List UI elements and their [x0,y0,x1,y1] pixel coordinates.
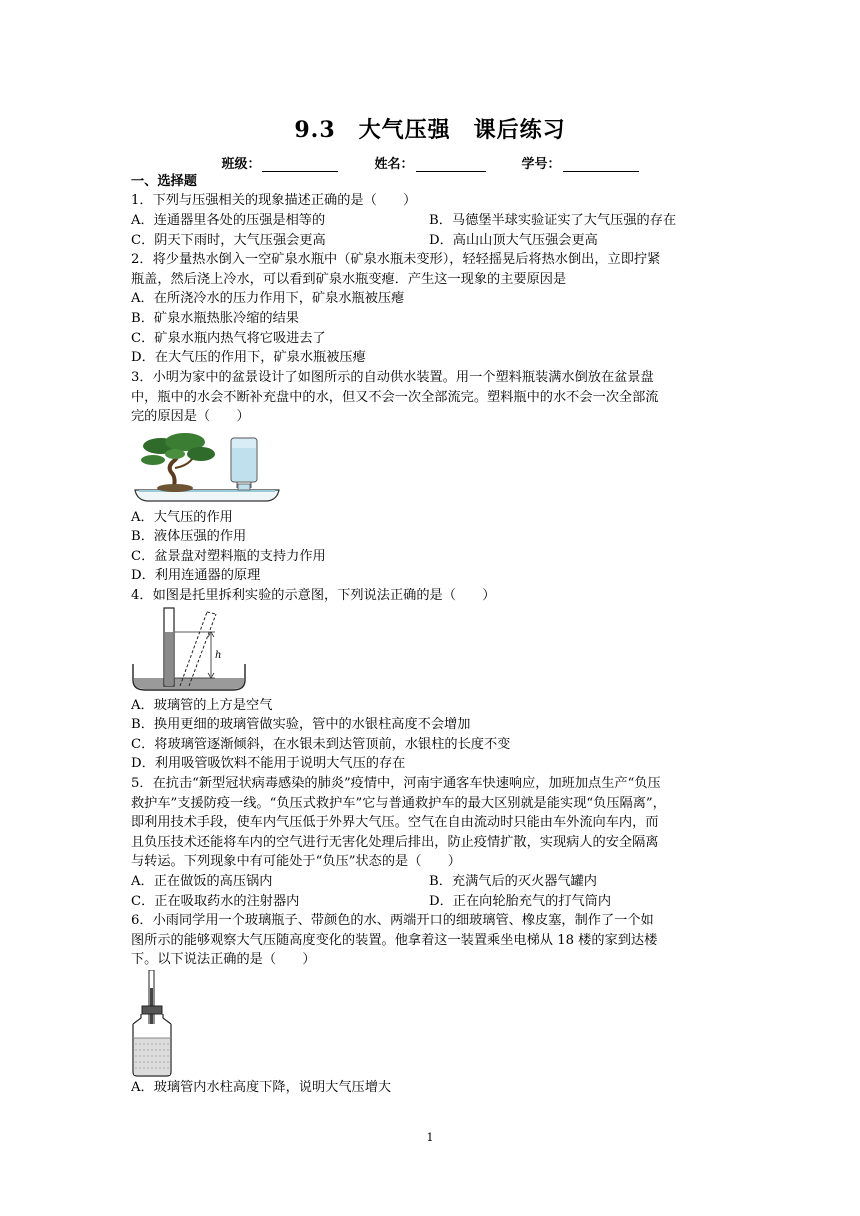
q4-option-d: D．利用吸管吸饮料不能用于说明大气压的存在 [131,756,406,771]
q2-option-d: D．在大气压的作用下，矿泉水瓶被压瘪 [131,350,366,365]
number-blank[interactable] [563,157,639,172]
page-number: 1 [426,1131,434,1144]
q1-option-b: B．马德堡半球实验证实了大气压强的存在 [429,213,677,228]
bonsai-water-supply-figure [131,428,283,504]
torricelli-experiment-figure [131,606,247,694]
number-label: 学号： [521,157,561,172]
height-label: h [215,650,222,661]
name-field [374,153,485,172]
q1-option-a: A．连通器里各处的压强是相等的 [131,213,326,228]
q5-stem-line2: 救护车”支援防疫一线。“负压式救护车”它与普通救护车的最大区别就是能实现“负压隔离”， [131,796,666,811]
q1-stem: 1．下列与压强相关的现象描述正确的是（ ） [131,193,417,208]
q4-stem: 4．如图是托里拆利实验的示意图，下列说法正确的是（ ） [131,588,496,603]
q5-stem-line3: 即利用技术手段，使车内气压低于外界大气压。空气在自由流动时只能由车外流向车内，而 [131,815,659,830]
q6-option-a: A．玻璃管内水柱高度下降，说明大气压增大 [131,1080,392,1095]
q2-option-a: A．在所浇冷水的压力作用下，矿泉水瓶被压瘪 [131,291,405,306]
class-blank[interactable] [262,157,338,172]
q5-option-a: A．正在做饭的高压锅内 [131,874,273,889]
name-blank[interactable] [416,157,486,172]
q5-stem-line5: 与转运。下列现象中有可能处于“负压”状态的是（ ） [131,854,461,869]
q5-option-b: B．充满气后的灭火器气罐内 [429,874,597,889]
q3-stem-line2: 中，瓶中的水会不断补充盘中的水，但又不会一次全部流完。塑料瓶中的水不会一次全部流 [131,390,659,405]
q5-stem-line4: 且负压技术还能将车内的空气进行无害化处理后排出，防止疫情扩散，实现病人的安全隔离 [131,835,659,850]
q6-stem-line3: 下。以下说法正确的是（ ） [131,952,316,967]
q2-option-b: B．矿泉水瓶热胀冷缩的结果 [131,311,299,326]
q5-stem-line1: 5．在抗击“新型冠状病毒感染的肺炎”疫情中，河南宇通客车快速响应，加班加点生产“负压 [131,776,661,791]
section-heading: 一、选择题 [131,174,197,189]
q4-option-b: B．换用更细的玻璃管做实验，管中的水银柱高度不会增加 [131,717,471,732]
q2-option-c: C．矿泉水瓶内热气将它吸进去了 [131,331,326,346]
q4-option-a: A．玻璃管的上方是空气 [131,698,273,713]
q3-stem-line3: 完的原因是（ ） [131,409,250,424]
q2-stem-line1: 2．将少量热水倒入一空矿泉水瓶中（矿泉水瓶未变形），轻轻摇晃后将热水倒出，立即拧紧 [131,252,661,267]
class-label: 班级： [221,157,261,172]
q3-option-a: A．大气压的作用 [131,510,233,525]
q3-stem-line1: 3．小明为家中的盆景设计了如图所示的自动供水装置。用一个塑料瓶装满水倒放在盆景盘 [131,370,654,385]
q1-option-d: D．高山山顶大气压强会更高 [429,233,598,248]
q5-option-d: D．正在向轮胎充气的打气筒内 [429,894,612,909]
q3-option-b: B．液体压强的作用 [131,529,247,544]
q6-stem-line2: 图所示的能够观察大气压随高度变化的装置。他拿着这一装置乘坐电梯从 18 楼的家到达楼 [131,933,658,948]
q3-option-d: D．利用连通器的原理 [131,568,261,583]
number-field [522,153,639,172]
name-label: 姓名： [374,157,414,172]
q4-option-c: C．将玻璃管逐渐倾斜，在水银未到达管顶前，水银柱的长度不变 [131,737,511,752]
q3-option-c: C．盆景盘对塑料瓶的支持力作用 [131,549,326,564]
q6-stem-line1: 6．小雨同学用一个玻璃瓶子、带颜色的水、两端开口的细玻璃管、橡皮塞，制作了一个如 [131,913,654,928]
altitude-pressure-device-figure [129,970,177,1078]
q5-option-c: C．正在吸取药水的注射器内 [131,894,300,909]
student-info-row [0,153,860,172]
q2-stem-line2: 瓶盖，然后浇上冷水，可以看到矿泉水瓶变瘪．产生这一现象的主要原因是 [131,272,567,287]
page-title: 9.3 大气压强 课后练习 [294,117,566,143]
q1-option-c: C．阴天下雨时，大气压强会更高 [131,233,326,248]
class-field [221,153,338,172]
